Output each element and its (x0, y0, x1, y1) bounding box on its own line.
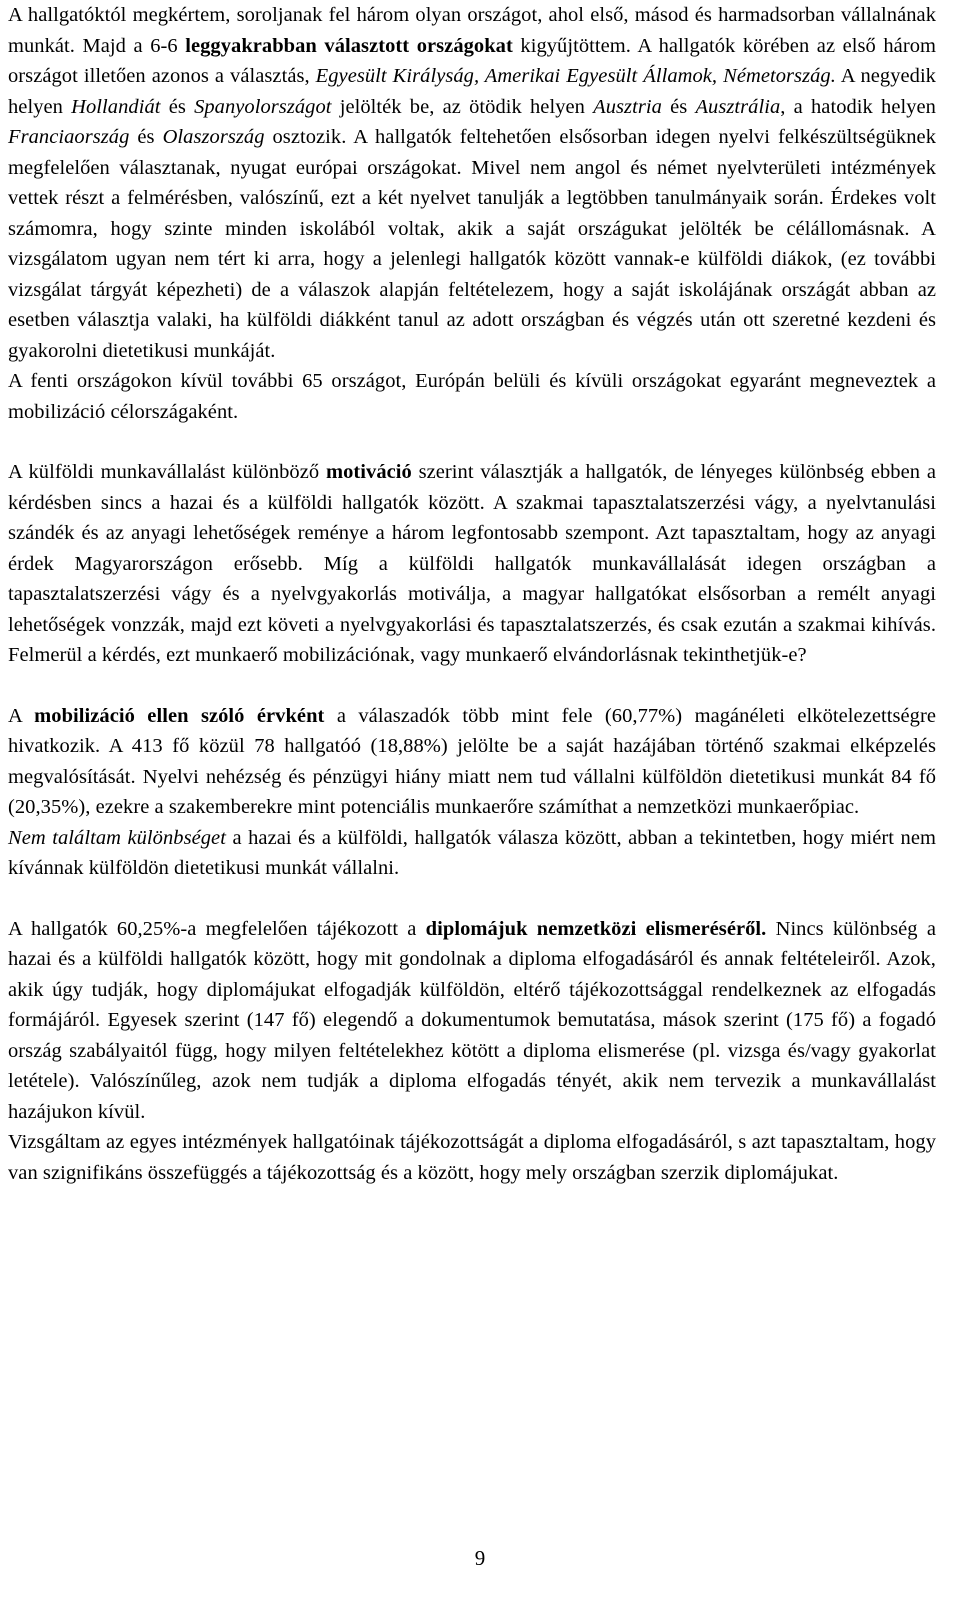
paragraph-gap (8, 427, 936, 457)
paragraph-other-countries: A fenti országokon kívül további 65 országot, Európán belüli és kívüli országokat egyaránt megneveztek a mobilizáció célországaként. (8, 370, 936, 423)
italic-text: Olaszország (162, 126, 265, 148)
text-run: a hazai és a külföldi, hallgatók válasza között, abban a tekintetben, hogy miért nem kívánnak külföldön dietetikusi munkát vállalni. (8, 826, 936, 879)
text-run: és (661, 95, 696, 118)
text-run: A külföldi munkavállalást különböző (8, 461, 326, 483)
italic-text: Ausztria (593, 95, 662, 118)
paragraph-gap (8, 884, 936, 914)
bold-text: leggyakrabban választott országokat (185, 34, 513, 57)
paragraph-diploma-recognition (8, 914, 936, 1128)
text-run: jelölték be, az ötödik helyen (331, 95, 594, 118)
bold-text: diplomájuk nemzetközi elismeréséről. (425, 917, 767, 940)
bold-text: motiváció (325, 461, 412, 483)
text-run: , a hatodik helyen (780, 95, 936, 118)
text-run: kigyűjtöttem. A hallgatók körében az első három országot illetően azonos a választás, (8, 34, 937, 87)
paragraph-no-difference (8, 823, 936, 884)
text-run: A hallgatóktól megkértem, soroljanak fel három olyan országot, ahol első, másod és harmadsorban vállalnának munkát. Majd a 6-6 (8, 4, 936, 57)
text-run: a válaszadók több mint fele (60,77%) magánéleti elkötelezettségre hivatkozik. A 413 fő közül 78 hallgatóó (18,88%) jelölte be a saját hazájában történő szakmai elképzelés megvalósítását. Nyelvi nehézség és pénzügyi hiány miatt nem tud vállalni külföldön dietetikusi munkát 84 fő (20,35%), ezekre a szakemberekre mint potenciális munkaerőre számíthat a nemzetközi munkaerőpiac. (8, 704, 936, 818)
italic-text: Spanyolországot (194, 95, 332, 118)
text-run: szerint választják a hallgatók, de lényeges különbség ebben a kérdésben sincs a hazai és a külföldi hallgatók között. A szakmai tapasztalatszerzési vágy, a nyelvtanulási szándék és az anyagi lehetőségek reménye a három legfontosabb szempont. Azt tapasztaltam, hogy az anyagi érdek Magyarországon erősebb. Míg a külföldi hallgatók munkavállalását idegen országban a tapasztalatszerzési vágy és a nyelvgyakorlás motiválja, a magyar hallgatókat elsősorban a remélt anyagi lehetőségek vonzzák, majd ezt követi a nyelvgyakorlási és tapasztalatszerzés, és csak ezután a szakmai kihívás. Felmerül a kérdés, ezt munkaerő mobilizációnak, vagy munkaerő elvándorlásnak tekinthetjük-e? (8, 461, 936, 666)
bold-text: mobilizáció ellen szóló érvként (34, 704, 325, 727)
italic-text: Egyesült Királyság, Amerikai Egyesült Államok, Németország. (315, 65, 836, 87)
text-run: A negyedik helyen (8, 65, 936, 118)
text-run: A (8, 704, 35, 727)
text-run: és (160, 95, 195, 118)
text-run: Nincs különbség a hazai és a külföldi hallgatók között, hogy mit gondolnak a diploma elfogadásáról és annak feltételeiről. Azok, akik úgy tudják, hogy diplomájukat elfogadják külföldön, eltérő tájékozottsággal rendelkeznek az elfogadás formájáról. Egyesek szerint (147 fő) elegendő a dokumentumok bemutatása, mások szerint (175 fő) a fogadó ország szabályaitól függ, hogy milyen feltételekhez kötött a diploma elismerése (pl. vizsga és/vagy gyakorlat letétele). Valószínűleg, azok nem tudják a diploma elfogadás tényét, akik nem tervezik a munkavállalást hazájukon kívül. (8, 917, 936, 1123)
paragraph-gap (8, 671, 936, 701)
paragraph-institution-analysis: Vizsgáltam az egyes intézmények hallgatóinak tájékozottságát a diploma elfogadásáról, s azt tapasztaltam, hogy van szignifikáns összefüggés a tájékozottság és a között, hogy mely országban szerzik diplomájukat. (8, 1131, 936, 1184)
italic-text: Nem találtam különbséget (8, 826, 226, 849)
paragraph-country-choices (8, 0, 936, 366)
paragraph-motivation (8, 457, 936, 671)
text-run: A hallgatók 60,25%-a megfelelően tájékozott a (8, 917, 426, 940)
italic-text: Ausztrália (695, 95, 781, 118)
page-number: 9 (474, 1546, 486, 1570)
italic-text: Hollandiát (71, 95, 161, 118)
text-run: és (129, 126, 163, 148)
text-run: osztozik. A hallgatók feltehetően elsősorban idegen nyelvi felkészültségüknek megfelelően választanak, nyugat európai országokat. Mivel nem angol és német nyelvterületi intézmények vettek részt a felmérésben, valószínű, ezt a két nyelvet tanulják a legtöbben tanulmányaik során. Érdekes volt számomra, hogy szinte minden iskolából voltak, akik a saját országukat jelölték be célállomásnak. A vizsgálatom ugyan nem tért ki arra, hogy a jelenlegi hallgatók között vannak-e külföldi diákok, (ez további vizsgálat tárgyát képezheti) de a válaszok alapján feltételezem, hogy a saját iskolájának országát abban az esetben választja valaki, ha külföldi diákként tanul az adott országban és végzés után ott szeretné kezdeni és gyakorolni dietetikusi munkáját. (8, 126, 936, 362)
document-page (8, 0, 936, 1188)
paragraph-arguments-against (8, 701, 936, 823)
italic-text: Franciaország (8, 126, 130, 148)
